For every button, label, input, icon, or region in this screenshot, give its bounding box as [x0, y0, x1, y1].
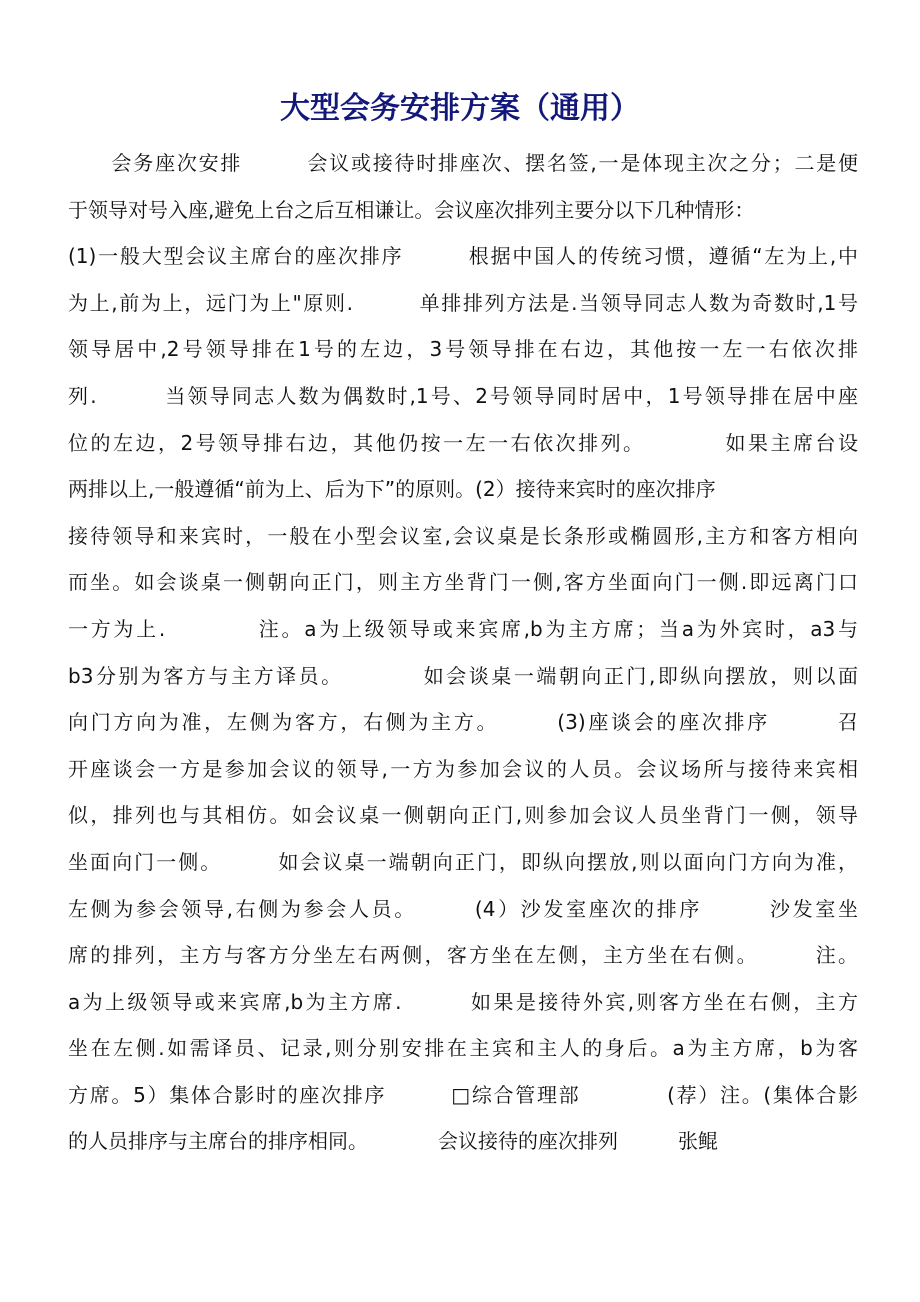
text-line: 方席。5）集体合影时的座次排序 □综合管理部 (荐）注。(集体合影: [68, 1082, 858, 1107]
text-line: 左侧为参会领导,右侧为参会人员。 (4）沙发室座次的排序 沙发室坐: [68, 896, 858, 921]
text-line: 接待领导和来宾时，一般在小型会议室,会议桌是长条形或椭圆形,主方和客方相向: [68, 523, 858, 548]
text-line: (1)一般大型会议主席台的座次排序 根据中国人的传统习惯，遵循“左为上,中: [68, 244, 858, 269]
text-line: a为上级领导或来宾席,b为主方席. 如果是接待外宾,则客方坐在右侧，主方: [68, 989, 858, 1014]
text-line: 向门方向为准，左侧为客方，右侧为主方。 (3)座谈会的座次排序 召: [68, 710, 858, 735]
text-line: 一方为上. 注。a为上级领导或来宾席,b为主方席；当a为外宾时，a3与: [68, 616, 858, 641]
text-line: 席的排列，主方与客方分坐左右两侧，客方坐在左侧，主方坐在右侧。 注。: [68, 943, 858, 968]
text-line: 而坐。如会谈桌一侧朝向正门，则主方坐背门一侧,客方坐面向门一侧.即远离门口: [68, 570, 858, 595]
text-line: 位的左边，2号领导排右边，其他仍按一左一右依次排列。 如果主席台设: [68, 430, 858, 455]
text-line: 列. 当领导同志人数为偶数时,1号、2号领导同时居中，1号领导排在居中座: [68, 383, 858, 408]
text-line: 会务座次安排 会议或接待时排座次、摆名签,一是体现主次之分；二是便: [68, 151, 858, 175]
text-line: b3分别为客方与主方译员。 如会谈桌一端朝向正门,即纵向摆放，则以面: [68, 663, 858, 688]
text-line: 为上,前为上，远门为上"原则. 单排排列方法是.当领导同志人数为奇数时,1号: [68, 290, 858, 315]
document-title: 大型会务安排方案（通用）: [280, 91, 640, 126]
text-line: 坐面向门一侧。 如会议桌一端朝向正门，即纵向摆放,则以面向门方向为准，: [68, 849, 858, 874]
text-line: 开座谈会一方是参加会议的领导,一方为参加会议的人员。会议场所与接待来宾相: [68, 756, 858, 781]
text-line: 似，排列也与其相仿。如会议桌一侧朝向正门,则参加会议人员坐背门一侧，领导: [68, 803, 858, 828]
text-line: 于领导对号入座,避免上台之后互相谦让。会议座次排列主要分以下几种情形：: [68, 197, 755, 222]
text-line: 坐在左侧.如需译员、记录,则分别安排在主宾和主人的身后。a为主方席，b为客: [68, 1036, 858, 1061]
document-body: [68, 140, 858, 1165]
text-line: 的人员排序与主席台的排序相同。 会议接待的座次排列 张鲲: [68, 1129, 718, 1154]
text-line: 两排以上,一般遵循“前为上、后为下”的原则。(2）接待来宾时的座次排序: [68, 477, 716, 502]
text-line: 领导居中,2号领导排在1号的左边，3号领导排在右边，其他按一左一右依次排: [68, 337, 858, 362]
